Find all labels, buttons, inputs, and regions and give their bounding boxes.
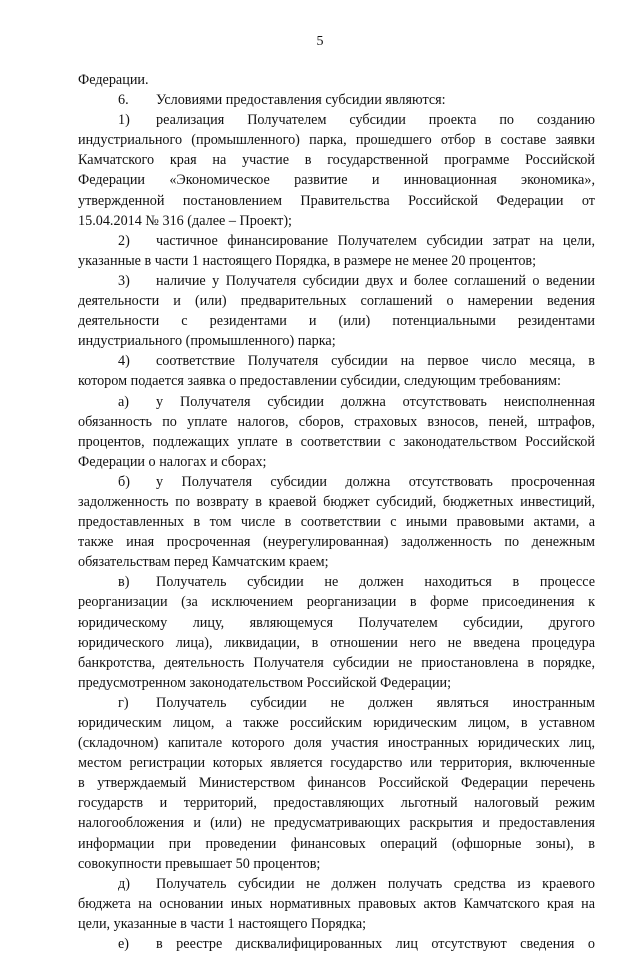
line-text: Федерации «Экономическое развитие и инновационная экономика», xyxy=(78,172,595,189)
text-line xyxy=(78,773,595,793)
line-text: Получатель субсидии не должен находиться в процессе xyxy=(156,574,595,591)
text-line xyxy=(78,753,595,773)
line-text: банкротства, деятельность Получателя субсидии не приостановлена в порядке, xyxy=(78,654,595,671)
line-text: (складочном) капитале которого доля участия иностранных юридических лиц, xyxy=(78,735,595,752)
line-text: предоставленных в том числе в соответствии с иными правовыми актами, а xyxy=(78,514,595,531)
text-line xyxy=(78,813,595,833)
text-line xyxy=(78,793,595,813)
text-line xyxy=(78,572,595,592)
text-line xyxy=(78,492,595,512)
text-line xyxy=(78,653,595,673)
line-text: Федерации. xyxy=(78,72,149,88)
text-line xyxy=(78,211,595,231)
text-line xyxy=(78,733,595,753)
line-text: наличие у Получателя субсидии двух и более соглашений о ведении xyxy=(156,272,595,289)
text-line xyxy=(78,472,595,492)
page-number: 5 xyxy=(316,34,324,49)
list-marker: г) xyxy=(118,694,129,711)
line-text: налогообложения и (или) не предусматривающих раскрытия и предоставления xyxy=(78,815,595,832)
text-line xyxy=(78,713,595,733)
text-line xyxy=(78,291,595,311)
text-line xyxy=(78,251,595,271)
text-line xyxy=(78,191,595,211)
line-text: совокупности превышает 50 процентов; xyxy=(78,855,321,872)
text-line xyxy=(78,150,595,170)
text-line xyxy=(78,934,595,954)
line-text: предусмотренном законодательством Российской Федерации; xyxy=(78,674,452,691)
text-line xyxy=(78,311,595,331)
line-text: процентов, подлежащих уплате в соответствии с законодательством Российской xyxy=(78,433,595,450)
text-line xyxy=(78,432,595,452)
line-text: реализация Получателем субсидии проекта по созданию xyxy=(156,112,595,129)
line-text: 15.04.2014 № 316 (далее – Проект); xyxy=(78,212,293,229)
line-text: местом регистрации которых является государство или территория, включенные xyxy=(78,755,595,772)
list-marker: а) xyxy=(118,393,130,410)
text-line xyxy=(78,854,595,874)
text-line xyxy=(78,412,595,432)
line-text: обязательствам перед Камчатским краем; xyxy=(78,554,329,571)
text-line xyxy=(78,894,595,914)
line-text: Камчатского края на участие в государственной программе Российской xyxy=(78,152,595,169)
line-text: Получатель субсидии не должен являться иностранным xyxy=(156,694,595,711)
text-line xyxy=(78,512,595,532)
text-line xyxy=(78,371,595,391)
line-text: Федерации о налогах и сборах; xyxy=(78,453,267,470)
line-text: индустриального (промышленного) парка, прошедшего отбор в составе заявки xyxy=(78,132,595,149)
list-marker: в) xyxy=(118,574,130,591)
text-line xyxy=(78,392,595,412)
text-line xyxy=(78,452,595,472)
line-text: утвержденной постановлением Правительства Российской Федерации от xyxy=(78,192,595,209)
text-line xyxy=(78,834,595,854)
text-line xyxy=(78,613,595,633)
text-line xyxy=(78,673,595,693)
line-text: обязанность по уплате налогов, сборов, страховых взносов, пеней, штрафов, xyxy=(78,413,595,430)
line-text: задолженность по возврату в краевой бюджет субсидий, бюджетных инвестиций, xyxy=(78,493,595,510)
text-line xyxy=(78,130,595,150)
line-text: частичное финансирование Получателем субсидии затрат на цели, xyxy=(156,232,595,249)
line-text: в реестре дисквалифицированных лиц отсутствуют сведения о xyxy=(156,936,595,953)
text-line xyxy=(78,231,595,251)
line-text: юридическим лицом, а также российским юридическим лицом, в уставном xyxy=(78,715,595,731)
text-line xyxy=(78,351,595,371)
line-text: юридическому лицу, являющемуся Получателем субсидии, другого xyxy=(78,614,595,631)
line-text: котором подается заявка о предоставлении субсидии, следующим требованиям: xyxy=(78,373,561,390)
list-marker: 2) xyxy=(118,232,130,249)
text-line xyxy=(78,874,595,894)
line-text: деятельности с резидентами и (или) потенциальными резидентами xyxy=(78,313,595,330)
line-text: Условиями предоставления субсидии являются: xyxy=(156,92,446,109)
list-marker: 1) xyxy=(118,112,130,129)
list-marker: 4) xyxy=(118,353,130,370)
text-line xyxy=(78,633,595,653)
text-line xyxy=(78,592,595,612)
line-text: бюджета на основании иных нормативных правовых актов Камчатского края на xyxy=(78,895,595,912)
line-text: реорганизации (за исключением реорганизации в форме присоединения к xyxy=(78,594,595,611)
list-marker: д) xyxy=(118,875,130,892)
line-text: у Получателя субсидии должна отсутствовать неисполненная xyxy=(156,393,595,410)
line-text: в утверждаемый Министерством финансов Российской Федерации перечень xyxy=(78,775,595,792)
list-marker: 3) xyxy=(118,272,130,289)
document-body xyxy=(78,70,595,954)
text-line xyxy=(78,331,595,351)
line-text: у Получателя субсидии должна отсутствовать просроченная xyxy=(156,473,595,490)
text-line xyxy=(78,914,595,934)
line-text: деятельности и (или) предварительных соглашений о намерении ведения xyxy=(78,293,595,310)
text-line xyxy=(78,552,595,572)
list-marker: б) xyxy=(118,473,130,490)
text-line xyxy=(78,90,595,110)
text-line xyxy=(78,693,595,713)
line-text: государств и территорий, предоставляющих льготный налоговый режим xyxy=(78,795,595,812)
text-line xyxy=(78,271,595,291)
list-marker: е) xyxy=(118,936,130,953)
list-marker: 6. xyxy=(118,92,129,109)
line-text: информации при проведении финансовых операций (офшорные зоны), в xyxy=(78,835,595,852)
line-text: соответствие Получателя субсидии на первое число месяца, в xyxy=(156,353,595,370)
line-text: индустриального (промышленного) парка; xyxy=(78,333,336,350)
line-text: также иная просроченная (неурегулированная) задолженность по денежным xyxy=(78,534,595,551)
line-text: указанные в части 1 настоящего Порядка, в размере не менее 20 процентов; xyxy=(78,252,537,269)
line-text: цели, указанные в части 1 настоящего Порядка; xyxy=(78,915,367,932)
text-line xyxy=(78,110,595,130)
line-text: юридического лица), ликвидации, в отношении него не введена процедура xyxy=(78,634,595,651)
text-line xyxy=(78,532,595,552)
text-line xyxy=(78,70,595,90)
line-text: Получатель субсидии не должен получать средства из краевого xyxy=(156,875,595,892)
text-line xyxy=(78,170,595,190)
